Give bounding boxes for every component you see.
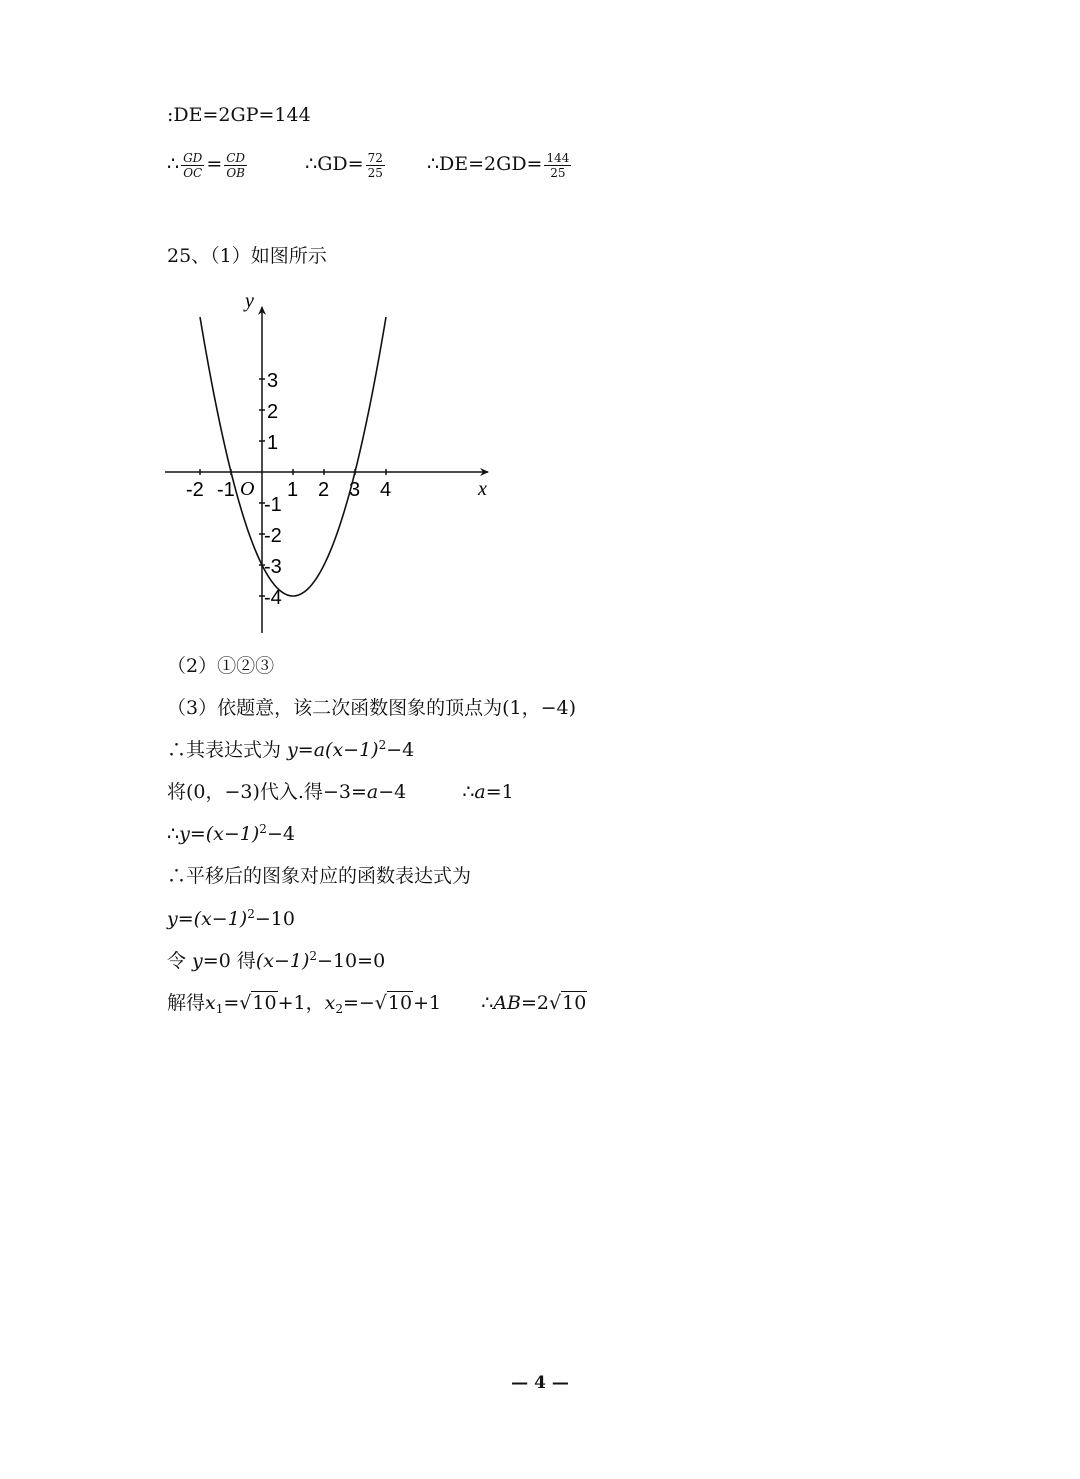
x-tick-label: 1: [287, 479, 299, 501]
y-tick-label: -3: [264, 556, 282, 578]
expression-line: ∴其表达式为 $y=a(x-1)^2-4$: [167, 738, 415, 761]
y-tick-label: 1: [267, 432, 279, 454]
new-function-line: $y=(x-1)^2-10$: [167, 907, 295, 930]
fraction-gd-oc: $\frac{GD}{OC}$: [183, 150, 203, 180]
fraction-72-25: $\frac{72}{25}$: [367, 150, 383, 180]
y-tick-label: 2: [267, 401, 279, 423]
y-tick-label: -2: [264, 525, 282, 547]
y-axis-label: y: [245, 290, 254, 312]
substitution-line: 将(0，−3)代入.得−3=a−4 ∴a=1: [167, 781, 514, 803]
parabola-curve: [200, 317, 386, 596]
y-tick-label: -1: [264, 494, 282, 516]
shift-line: ∴平移后的图象对应的函数表达式为: [167, 865, 472, 887]
y-tick-label: -4: [264, 587, 282, 609]
x-tick-label: -2: [186, 479, 204, 501]
solution-line: 解得$x_1=√10+1$，$x_2=-√10+1$ ∴AB=2√10: [167, 992, 587, 1016]
y-tick-label: 3: [267, 370, 279, 392]
therefore-symbol: ∴: [167, 153, 180, 175]
x-tick-label: 2: [318, 479, 330, 501]
fraction-144-25: $\frac{144}{25}$: [546, 150, 570, 180]
x-axis-label: x: [478, 478, 487, 500]
page-number: — 4 —: [511, 1373, 569, 1393]
zero-line: 令 y=0 得$(x-1)^2-10=0$: [167, 949, 386, 972]
de-label: ∴DE=2GD=: [426, 153, 543, 175]
function-line: $\therefore y=(x-1)^2-4$: [167, 822, 295, 845]
gd-label: ∴GD=: [305, 153, 364, 175]
parabola-graph: [160, 285, 500, 640]
question-25-heading: 25、（1）如图所示: [167, 245, 327, 267]
part-2-answer: （2）①②③: [167, 655, 275, 677]
x-tick-label: -1: [217, 479, 235, 501]
part-3-vertex: （3）依题意，该二次函数图象的顶点为(1，−4): [167, 697, 577, 719]
x-tick-label: 3: [349, 479, 361, 501]
fraction-cd-ob: $\frac{CD}{OB}$: [226, 150, 246, 180]
origin-label: O: [240, 478, 255, 500]
x-tick-label: 4: [380, 479, 392, 501]
line-fractions: ∴ $\frac{GD}{OC}$ = $\frac{CD}{OB}$ ∴GD= $\frac{72}{25}$ ∴DE=2GD= $\frac{144}{25}$: [167, 150, 570, 180]
line-de: :DE=2GP=144: [167, 104, 311, 126]
